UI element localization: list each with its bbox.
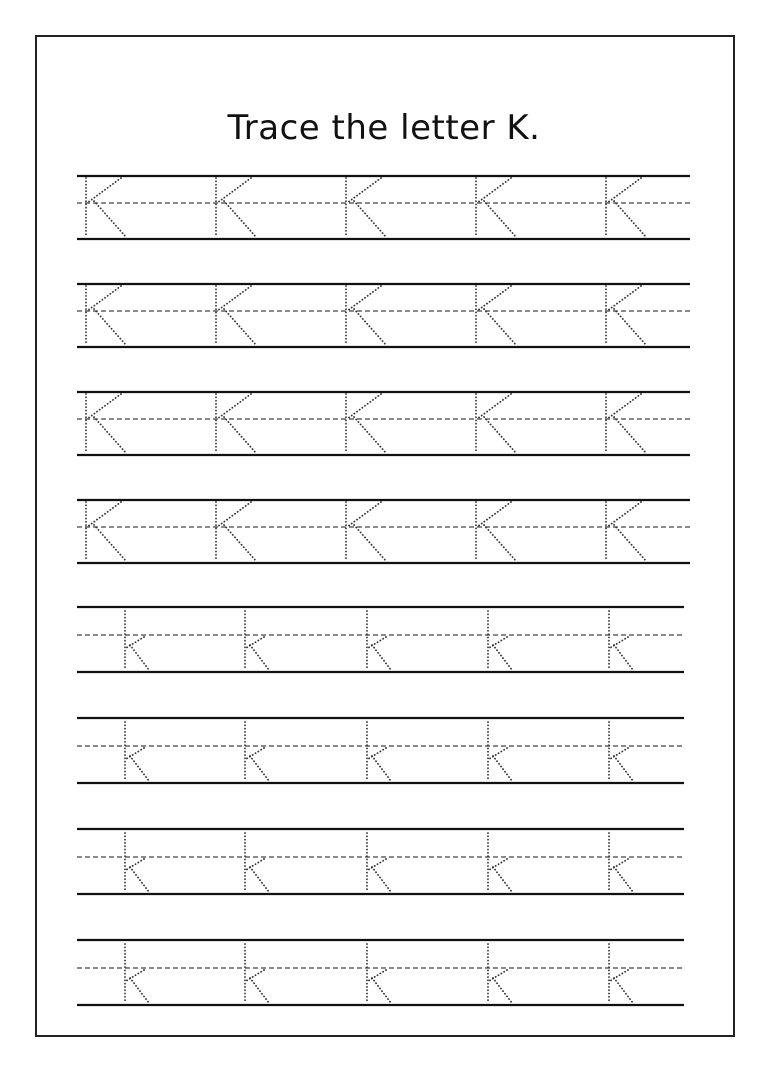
k-lower-leg bbox=[614, 417, 646, 453]
trace-letter-lowercase-k bbox=[609, 611, 633, 670]
trace-letter-uppercase-k bbox=[216, 286, 256, 345]
k-lower-leg bbox=[614, 867, 633, 892]
k-upper-arm bbox=[368, 637, 386, 648]
k-lower-leg bbox=[614, 756, 633, 781]
k-upper-arm bbox=[477, 394, 511, 419]
k-upper-arm bbox=[610, 859, 628, 870]
lowercase-row bbox=[77, 940, 684, 1005]
lowercase-row bbox=[77, 718, 684, 783]
k-upper-arm bbox=[246, 970, 264, 981]
k-upper-arm bbox=[477, 286, 511, 311]
trace-letter-uppercase-k bbox=[346, 394, 386, 453]
trace-letter-uppercase-k bbox=[606, 286, 646, 345]
page-title: Trace the letter K. bbox=[227, 108, 541, 148]
k-lower-leg bbox=[493, 645, 512, 670]
trace-letter-lowercase-k bbox=[367, 833, 391, 892]
k-lower-leg bbox=[250, 867, 269, 892]
trace-letter-uppercase-k bbox=[216, 178, 256, 237]
k-lower-leg bbox=[614, 978, 633, 1003]
uppercase-row bbox=[77, 500, 690, 563]
k-upper-arm bbox=[489, 748, 507, 759]
k-upper-arm bbox=[87, 394, 121, 419]
k-lower-leg bbox=[130, 867, 149, 892]
k-upper-arm bbox=[607, 502, 641, 527]
k-upper-arm bbox=[368, 859, 386, 870]
trace-letter-lowercase-k bbox=[488, 722, 512, 781]
k-lower-leg bbox=[484, 309, 516, 345]
trace-letter-lowercase-k bbox=[488, 611, 512, 670]
k-upper-arm bbox=[246, 748, 264, 759]
trace-letter-lowercase-k bbox=[125, 944, 149, 1003]
k-lower-leg bbox=[484, 417, 516, 453]
trace-letter-lowercase-k bbox=[245, 833, 269, 892]
k-lower-leg bbox=[354, 417, 386, 453]
trace-letter-lowercase-k bbox=[125, 611, 149, 670]
k-lower-leg bbox=[614, 645, 633, 670]
k-lower-leg bbox=[250, 645, 269, 670]
trace-letter-uppercase-k bbox=[606, 178, 646, 237]
trace-letter-uppercase-k bbox=[216, 394, 256, 453]
k-upper-arm bbox=[217, 178, 251, 203]
k-lower-leg bbox=[94, 201, 126, 237]
k-upper-arm bbox=[610, 637, 628, 648]
uppercase-row bbox=[77, 392, 690, 455]
k-lower-leg bbox=[614, 201, 646, 237]
trace-letter-uppercase-k bbox=[346, 178, 386, 237]
k-upper-arm bbox=[489, 637, 507, 648]
trace-letter-lowercase-k bbox=[609, 944, 633, 1003]
trace-letter-lowercase-k bbox=[609, 722, 633, 781]
k-lower-leg bbox=[94, 417, 126, 453]
k-upper-arm bbox=[87, 286, 121, 311]
trace-letter-lowercase-k bbox=[125, 722, 149, 781]
k-lower-leg bbox=[372, 867, 391, 892]
trace-letter-uppercase-k bbox=[86, 286, 126, 345]
k-lower-leg bbox=[354, 309, 386, 345]
k-upper-arm bbox=[87, 178, 121, 203]
k-lower-leg bbox=[250, 756, 269, 781]
k-lower-leg bbox=[224, 417, 256, 453]
k-lower-leg bbox=[130, 978, 149, 1003]
k-lower-leg bbox=[130, 756, 149, 781]
k-lower-leg bbox=[250, 978, 269, 1003]
uppercase-row bbox=[77, 284, 690, 347]
k-lower-leg bbox=[614, 525, 646, 561]
trace-letter-uppercase-k bbox=[606, 502, 646, 561]
k-lower-leg bbox=[130, 645, 149, 670]
k-lower-leg bbox=[372, 645, 391, 670]
k-upper-arm bbox=[126, 748, 144, 759]
lowercase-row bbox=[77, 829, 684, 894]
trace-letter-lowercase-k bbox=[245, 611, 269, 670]
trace-letter-lowercase-k bbox=[488, 944, 512, 1003]
trace-letter-uppercase-k bbox=[476, 394, 516, 453]
trace-letter-uppercase-k bbox=[476, 178, 516, 237]
k-upper-arm bbox=[126, 637, 144, 648]
k-upper-arm bbox=[477, 502, 511, 527]
k-upper-arm bbox=[126, 970, 144, 981]
k-lower-leg bbox=[354, 525, 386, 561]
trace-letter-lowercase-k bbox=[245, 944, 269, 1003]
k-upper-arm bbox=[607, 394, 641, 419]
trace-letter-lowercase-k bbox=[488, 833, 512, 892]
k-lower-leg bbox=[493, 867, 512, 892]
trace-letter-lowercase-k bbox=[125, 833, 149, 892]
k-lower-leg bbox=[94, 309, 126, 345]
trace-letter-uppercase-k bbox=[346, 502, 386, 561]
k-upper-arm bbox=[217, 502, 251, 527]
k-lower-leg bbox=[224, 201, 256, 237]
trace-letter-uppercase-k bbox=[86, 394, 126, 453]
k-lower-leg bbox=[484, 525, 516, 561]
trace-letter-uppercase-k bbox=[86, 502, 126, 561]
k-lower-leg bbox=[224, 525, 256, 561]
k-upper-arm bbox=[368, 748, 386, 759]
k-upper-arm bbox=[477, 178, 511, 203]
k-upper-arm bbox=[87, 502, 121, 527]
trace-letter-lowercase-k bbox=[609, 833, 633, 892]
k-upper-arm bbox=[217, 286, 251, 311]
trace-letter-lowercase-k bbox=[367, 611, 391, 670]
lowercase-row bbox=[77, 607, 684, 672]
k-upper-arm bbox=[246, 859, 264, 870]
k-upper-arm bbox=[126, 859, 144, 870]
trace-letter-uppercase-k bbox=[606, 394, 646, 453]
k-upper-arm bbox=[347, 394, 381, 419]
k-lower-leg bbox=[94, 525, 126, 561]
k-lower-leg bbox=[493, 978, 512, 1003]
trace-letter-uppercase-k bbox=[476, 502, 516, 561]
k-lower-leg bbox=[372, 756, 391, 781]
k-upper-arm bbox=[489, 859, 507, 870]
k-upper-arm bbox=[610, 970, 628, 981]
k-upper-arm bbox=[607, 286, 641, 311]
k-lower-leg bbox=[484, 201, 516, 237]
uppercase-row bbox=[77, 176, 690, 239]
k-upper-arm bbox=[347, 286, 381, 311]
trace-letter-uppercase-k bbox=[346, 286, 386, 345]
k-upper-arm bbox=[489, 970, 507, 981]
trace-letter-lowercase-k bbox=[367, 944, 391, 1003]
k-lower-leg bbox=[354, 201, 386, 237]
k-upper-arm bbox=[347, 178, 381, 203]
trace-letter-uppercase-k bbox=[216, 502, 256, 561]
k-upper-arm bbox=[607, 178, 641, 203]
k-upper-arm bbox=[610, 748, 628, 759]
k-lower-leg bbox=[614, 309, 646, 345]
trace-letter-uppercase-k bbox=[476, 286, 516, 345]
k-lower-leg bbox=[493, 756, 512, 781]
k-upper-arm bbox=[246, 637, 264, 648]
k-lower-leg bbox=[372, 978, 391, 1003]
k-lower-leg bbox=[224, 309, 256, 345]
k-upper-arm bbox=[217, 394, 251, 419]
trace-letter-lowercase-k bbox=[367, 722, 391, 781]
k-upper-arm bbox=[368, 970, 386, 981]
k-upper-arm bbox=[347, 502, 381, 527]
trace-letter-uppercase-k bbox=[86, 178, 126, 237]
trace-letter-lowercase-k bbox=[245, 722, 269, 781]
